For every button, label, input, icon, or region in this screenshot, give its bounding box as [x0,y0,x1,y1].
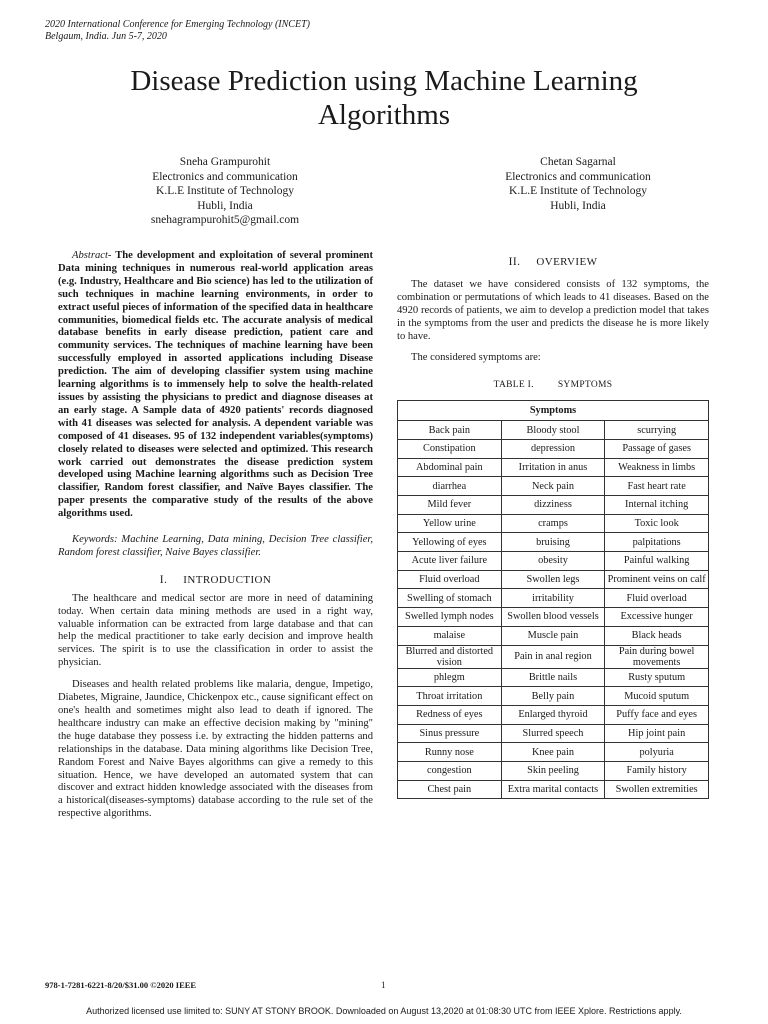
table-row [398,761,709,780]
table-row [398,743,709,762]
conference-name: 2020 International Conference for Emerging Technology (INCET) [45,19,310,30]
table-cell: scurrying [605,421,709,440]
table-cell: Yellowing of eyes [398,533,502,552]
table-cell: congestion [398,761,502,780]
left-column [58,250,373,830]
abstract-label: Abstract- [72,250,112,261]
author-email[interactable]: snehagrampurohit5@gmail.com [150,214,300,226]
table-header: Symptoms [398,401,709,421]
table-title: SYMPTOMS [557,380,613,391]
table-row [398,687,709,706]
abstract-text: The development and exploitation of several prominent Data mining techniques in numerous real-world application areas (e.g. Industry, Healthcare and Bio science) has led to the utilization of such techniques in machine learning environments, in order to extract useful pieces of information of the specified data in healthcare communities, biomedical fields etc. The accurate analysis of medical database benefits in early disease prediction, patient care and community services. The techniques of machine learning have been successfully employed in assorted applications including Disease prediction. The aim of developing classifier system using machine learning algorithms is to immensely help to solve the health-related issues by assisting the physicians to predict and diagnose diseases at an early stage. A Sample data of 4920 patients' records diagnosed with 41 diseases was selected for analysis. A dependent variable was composed of 41 diseases. 95 of 132 independent variables(symptoms) closely related to diseases were selected and optimized. This research work carried out demonstrates the disease prediction system developed using Machine learning algorithms such as Decision Tree classifier, Random forest classifier, and Naïve Bayes classifier. The paper presents the comparative study of the results of the above algorithms used. [58,250,373,520]
table-cell: Irritation in anus [501,458,605,477]
table-cell: Constipation [398,439,502,458]
table-cell: Weakness in limbs [605,458,709,477]
table-cell: Skin peeling [501,761,605,780]
table-cell: Blurred and distorted vision [398,645,502,668]
section-heading-overview [397,256,709,269]
table-cell: Back pain [398,421,502,440]
table-cell: Throat irritation [398,687,502,706]
overview-paragraph-2: The considered symptoms are: [411,352,541,364]
author-institute: K.L.E Institute of Technology [509,185,647,197]
table-cell: Neck pain [501,477,605,496]
table-cell: Extra marital contacts [501,780,605,799]
table-cell: obesity [501,552,605,571]
table-cell: Bloody stool [501,421,605,440]
table-cell: Yellow urine [398,514,502,533]
author-dept: Electronics and communication [152,170,298,183]
author-name: Chetan Sagarnal [540,156,616,168]
table-row [398,496,709,515]
author-block-1 [60,155,390,228]
author-name: Sneha Grampurohit [179,156,271,168]
table-row [398,477,709,496]
table-cell: dizziness [501,496,605,515]
intro-paragraph-1: The healthcare and medical sector are more in need of datamining today. When certain data mining methods are used in a right way, valuable information can be extracted from large database and that can help the medical practitioner to take early decision and improve health services. The spirit is to use the classification in order to assist the physician. [58,592,373,669]
right-column [397,250,709,799]
table-row [398,514,709,533]
table-cell: Enlarged thyroid [501,705,605,724]
table-row [398,780,709,799]
table-row [398,645,709,668]
table-cell: Puffy face and eyes [605,705,709,724]
license-notice: Authorized licensed use limited to: SUNY AT STONY BROOK. Downloaded on August 13,2020 at 01:08:30 UTC from IEEE Xplore. Restrictions apply. [86,1006,682,1016]
paper-title: Disease Prediction using Machine Learning Algorithms [130,65,638,131]
table-cell: palpitations [605,533,709,552]
table-caption [397,379,709,392]
table-cell: Passage of gases [605,439,709,458]
table-cell: Swelling of stomach [398,589,502,608]
table-cell: depression [501,439,605,458]
section-title: OVERVIEW [536,256,598,268]
section-heading-introduction [58,574,373,587]
table-cell: diarrhea [398,477,502,496]
table-cell: malaise [398,626,502,645]
table-cell: Fast heart rate [605,477,709,496]
table-row [398,533,709,552]
table-body [398,421,709,799]
table-cell: Knee pain [501,743,605,762]
table-cell: Slurred speech [501,724,605,743]
table-cell: Mucoid sputum [605,687,709,706]
table-cell: Swollen blood vessels [501,608,605,627]
abstract [58,250,373,521]
table-cell: phlegm [398,668,502,687]
table-cell: Runny nose [398,743,502,762]
table-number: TABLE I. [493,380,534,391]
symptoms-table [397,400,709,799]
table-row [398,458,709,477]
page-number: 1 [381,980,386,990]
section-title: INTRODUCTION [183,573,272,586]
table-cell: Swelled lymph nodes [398,608,502,627]
table-cell: polyuria [605,743,709,762]
table-cell: Prominent veins on calf [605,570,709,589]
author-block-2 [413,155,743,213]
table-row [398,705,709,724]
table-cell: Black heads [605,626,709,645]
table-cell: Excessive hunger [605,608,709,627]
author-dept: Electronics and communication [505,170,651,183]
overview-paragraph-1: The dataset we have considered consists of 132 symptoms, the combination or permutations of which leads to 41 diseases. Based on the 4920 records of patients, we aim to develop a prediction model that takes in the symptoms from the user and predicts the disease he is more likely to have. [397,278,709,342]
table-row [398,668,709,687]
intro-paragraph-2: Diseases and health related problems like malaria, dengue, Impetigo, Diabetes, Migraine, Jaundice, Chickenpox etc., cause significant effect on one's health and sometimes might also lead to death if ignored. The healthcare industry can make an effective decision making by "mining" the huge database they possess i.e. by extracting the hidden patterns and relationships in the database. Data mining algorithms like Decision Tree, Random Forest and Naive Bayes algorithms can give a remedy to this situation. Hence, we have developed an automated system that can discover and extract hidden knowledge associated with the diseases from a historical(diseases-symptoms) database according to the rule set of the respective algorithms. [58,679,373,820]
keywords: Keywords: Machine Learning, Data mining, Decision Tree classifier, Random forest classifier, Naive Bayes classifier. [58,534,373,558]
table-cell: Mild fever [398,496,502,515]
table-row [398,552,709,571]
table-cell: bruising [501,533,605,552]
table-row [398,626,709,645]
table-cell: Chest pain [398,780,502,799]
table-cell: Hip joint pain [605,724,709,743]
table-cell: Pain in anal region [501,645,605,668]
table-cell: Painful walking [605,552,709,571]
table-cell: Internal itching [605,496,709,515]
table-cell: Toxic look [605,514,709,533]
author-city: Hubli, India [550,199,606,212]
table-row [398,421,709,440]
table-row [398,724,709,743]
table-cell: Swollen extremities [605,780,709,799]
section-number: II. [508,256,521,268]
table-row [398,570,709,589]
table-cell: cramps [501,514,605,533]
author-city: Hubli, India [197,199,253,212]
table-cell: Swollen legs [501,570,605,589]
table-cell: Belly pain [501,687,605,706]
conference-header [45,19,310,43]
table-cell: Rusty sputum [605,668,709,687]
table-cell: Abdominal pain [398,458,502,477]
table-row [398,608,709,627]
author-institute: K.L.E Institute of Technology [156,185,294,197]
conference-location: Belgaum, India. Jun 5-7, 2020 [45,31,167,42]
table-cell: Muscle pain [501,626,605,645]
table-row [398,439,709,458]
footer-isbn: 978-1-7281-6221-8/20/$31.00 ©2020 IEEE [45,980,197,990]
table-cell: Pain during bowel movements [605,645,709,668]
table-cell: Fluid overload [398,570,502,589]
table-cell: Redness of eyes [398,705,502,724]
section-number: I. [159,573,168,586]
table-cell: Fluid overload [605,589,709,608]
table-cell: Acute liver failure [398,552,502,571]
table-cell: irritability [501,589,605,608]
table-cell: Family history [605,761,709,780]
table-row [398,589,709,608]
table-cell: Brittle nails [501,668,605,687]
table-cell: Sinus pressure [398,724,502,743]
